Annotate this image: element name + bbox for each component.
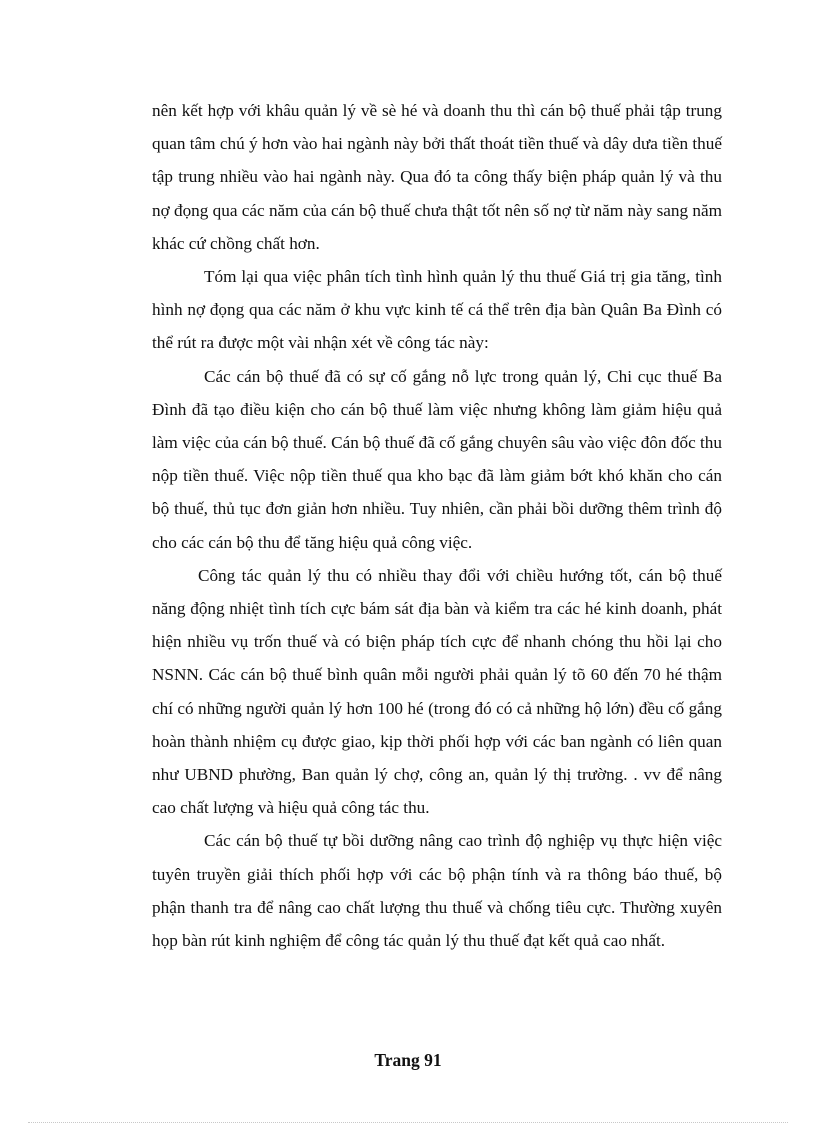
paragraph-4: Công tác quản lý thu có nhiều thay đổi với chiều hướng tốt, cán bộ thuế năng động nhiệt tình tích cực bám sát địa bàn và kiểm tra các hé kinh doanh, phát hiện nhiều vụ trốn thuế và có biện pháp tích cực để nhanh chóng thu hồi lại cho NSNN. Các cán bộ thuế bình quân mỗi người phải quản lý tõ 60 đến 70 hé thậm chí có những người quản lý hơn 100 hé (trong đó có cả những hộ lớn) đều cố gắng hoàn thành nhiệm cụ được giao, kịp thời phối hợp với các ban ngành có liên quan như UBND phường, Ban quản lý chợ, công an, quản lý thị trường. . vv để nâng cao chất lượng và hiệu quả công tác thu. bbox=[152, 565, 722, 818]
paragraph-1: nên kết hợp với khâu quản lý về sè hé và doanh thu thì cán bộ thuế phải tập trung quan tâm chú ý hơn vào hai ngành này bởi thất thoát tiền thuế và dây dưa tiền thuế tập trung nhiều vào hai ngành này. Qua đó ta công thấy biện pháp quản lý và thu nợ đọng qua các năm của cán bộ thuế chưa thật tốt nên số nợ từ năm này sang năm khác cứ chồng chất hơn. bbox=[152, 101, 722, 253]
paragraph-2: Tóm lại qua việc phân tích tình hình quản lý thu thuế Giá trị gia tăng, tình hình nợ đọng qua các năm ở khu vực kinh tế cá thể trên địa bàn Quân Ba Đình có thể rút ra được một vài nhận xét về công tác này: bbox=[152, 267, 722, 353]
paragraph-5: Các cán bộ thuế tự bồi dưỡng nâng cao trình độ nghiệp vụ thực hiện việc tuyên truyền giải thích phối hợp với các bộ phận tính và ra thông báo thuế, bộ phận thanh tra để nâng cao chất lượng thu thuế và chống tiêu cực. Thường xuyên họp bàn rút kinh nghiệm để công tác quản lý thu thuế đạt kết quả cao nhất. bbox=[152, 831, 722, 951]
paragraph-3: Các cán bộ thuế đã có sự cố gắng nỗ lực trong quản lý, Chi cục thuế Ba Đình đã tạo điều kiện cho cán bộ thuế làm việc nhưng không làm giảm hiệu quả làm việc của cán bộ thuế. Cán bộ thuế đã cố gắng chuyên sâu vào việc đôn đốc thu nộp tiền thuế. Việc nộp tiền thuế qua kho bạc đã làm giảm bớt khó khăn cho cán bộ thuế, thủ tục đơn giản hơn nhiều. Tuy nhiên, cần phải bồi dưỡng thêm trình độ cho các cán bộ thu để tăng hiệu quả công việc. bbox=[152, 366, 722, 552]
document-body bbox=[152, 94, 722, 957]
page-number: Trang 91 bbox=[374, 1050, 442, 1070]
